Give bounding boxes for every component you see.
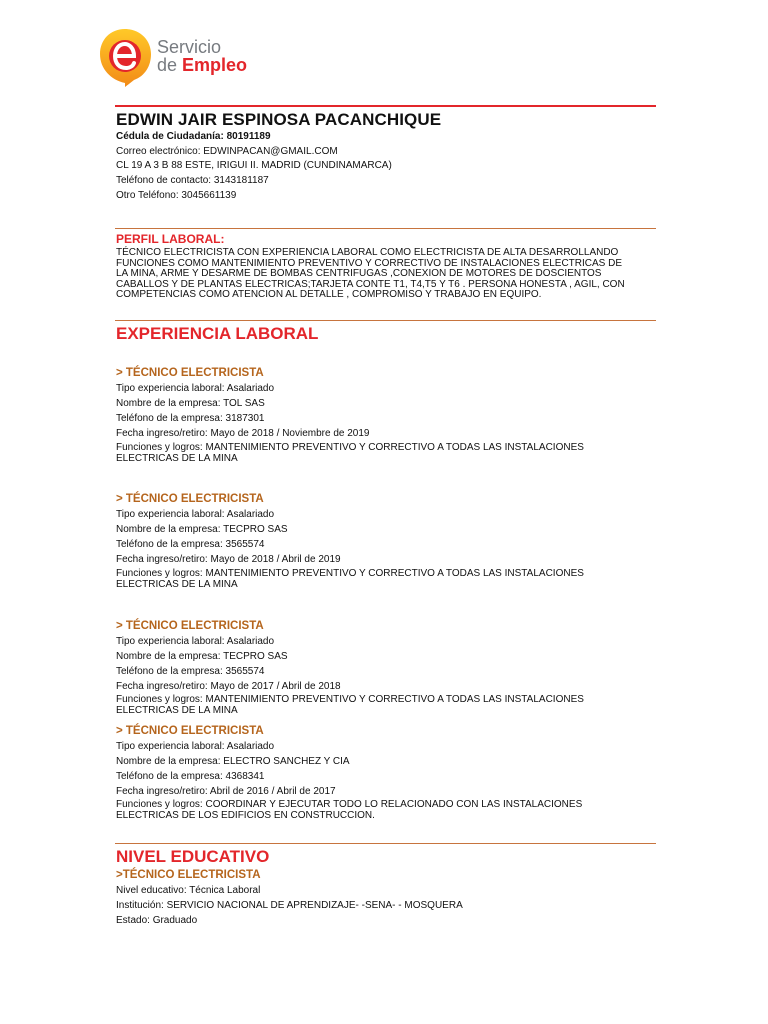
email-line: Correo electrónico: EDWINPACAN@GMAIL.COM: [116, 146, 338, 157]
other-phone-line: Otro Teléfono: 3045661139: [116, 190, 237, 201]
profile-line: LA MINA, ARME Y DESARME DE BOMBAS CENTRIFUGAS ,CONEXION DE MOTORES DE DOSCIENTOS: [116, 268, 602, 279]
education-level: Nivel educativo: Técnica Laboral: [116, 885, 261, 896]
job-dates: Fecha ingreso/retiro: Mayo de 2018 / Abril de 2019: [116, 554, 341, 565]
profile-line: COMPETENCIAS COMO ATENCION AL DETALLE , COMPROMISO Y TRABAJO EN EQUIPO.: [116, 289, 542, 300]
job-phone: Teléfono de la empresa: 3565574: [116, 539, 265, 550]
job-phone: Teléfono de la empresa: 3565574: [116, 666, 265, 677]
job-duties-line: Funciones y logros: COORDINAR Y EJECUTAR TODO LO RELACIONADO CON LAS INSTALACIONES: [116, 799, 583, 810]
logo-line-de-empleo: [157, 55, 247, 76]
experience-heading: EXPERIENCIA LABORAL: [116, 324, 319, 343]
profile-line: TÉCNICO ELECTRICISTA CON EXPERIENCIA LABORAL COMO ELECTRICISTA DE ALTA DESARROLLANDO: [116, 247, 619, 258]
job-duties-line: ELECTRICAS DE LA MINA: [116, 452, 238, 464]
education-divider: [115, 843, 656, 844]
header-divider: [115, 105, 656, 107]
education-institution: Institución: SERVICIO NACIONAL DE APRENDIZAJE- -SENA- - MOSQUERA: [116, 900, 463, 911]
job-dates: Fecha ingreso/retiro: Mayo de 2017 / Abril de 2018: [116, 681, 341, 692]
servicio-de-empleo-logo: [96, 25, 266, 87]
logo-e-icon: [96, 25, 154, 87]
candidate-name: EDWIN JAIR ESPINOSA PACANCHIQUE: [116, 110, 442, 129]
job-duties: [116, 443, 656, 464]
job-duties-line: Funciones y logros: MANTENIMIENTO PREVENTIVO Y CORRECTIVO A TODAS LAS INSTALACIONES: [116, 568, 584, 579]
profile-text: [116, 248, 656, 301]
logo-line-servicio: Servicio: [157, 37, 222, 57]
education-status: Estado: Graduado: [116, 915, 198, 926]
profile-heading: PERFIL LABORAL:: [116, 232, 225, 246]
job-duties: [116, 695, 656, 716]
job-company: Nombre de la empresa: TECPRO SAS: [116, 524, 288, 535]
job-title: > TÉCNICO ELECTRICISTA: [116, 493, 264, 505]
logo-de: de: [157, 55, 183, 75]
id-line: Cédula de Ciudadanía: 80191189: [116, 131, 271, 142]
address-line: CL 19 A 3 B 88 ESTE, IRIGUI II. MADRID (CUNDINAMARCA): [116, 160, 392, 171]
job-phone: Teléfono de la empresa: 4368341: [116, 771, 265, 782]
job-duties: [116, 800, 656, 821]
job-dates: Fecha ingreso/retiro: Mayo de 2018 / Noviembre de 2019: [116, 428, 370, 439]
logo-empleo: Empleo: [182, 55, 248, 75]
profile-line: FUNCIONES COMO MANTENIMIENTO PREVENTIVO Y CORRECTIVO DE INSTALACIONES ELECTRICAS DE: [116, 257, 623, 269]
job-company: Nombre de la empresa: ELECTRO SANCHEZ Y CIA: [116, 756, 350, 767]
job-title: > TÉCNICO ELECTRICISTA: [116, 725, 264, 737]
job-duties-line: Funciones y logros: MANTENIMIENTO PREVENTIVO Y CORRECTIVO A TODAS LAS INSTALACIONES: [116, 694, 584, 705]
experience-divider: [115, 320, 656, 321]
job-dates: Fecha ingreso/retiro: Abril de 2016 / Abril de 2017: [116, 786, 336, 797]
job-duties: [116, 569, 656, 590]
job-type: Tipo experiencia laboral: Asalariado: [116, 741, 275, 752]
profile-divider: [115, 228, 656, 229]
job-duties-line: ELECTRICAS DE LOS EDIFICIOS EN CONSTRUCCION.: [116, 809, 375, 821]
profile-line: CABALLOS Y DE PLANTAS ELECTRICAS;TARJETA CONTE T1, T4,T5 Y T6 . PERSONA HONESTA , AGIL, CON: [116, 278, 625, 290]
phone-line: Teléfono de contacto: 3143181187: [116, 175, 269, 186]
job-duties-line: ELECTRICAS DE LA MINA: [116, 704, 238, 716]
job-company: Nombre de la empresa: TECPRO SAS: [116, 651, 288, 662]
job-type: Tipo experiencia laboral: Asalariado: [116, 509, 275, 520]
job-duties-line: Funciones y logros: MANTENIMIENTO PREVENTIVO Y CORRECTIVO A TODAS LAS INSTALACIONES: [116, 442, 584, 453]
job-duties-line: ELECTRICAS DE LA MINA: [116, 578, 238, 590]
education-heading: NIVEL EDUCATIVO: [116, 847, 270, 866]
job-title: > TÉCNICO ELECTRICISTA: [116, 367, 264, 379]
job-type: Tipo experiencia laboral: Asalariado: [116, 383, 275, 394]
job-company: Nombre de la empresa: TOL SAS: [116, 398, 265, 409]
job-phone: Teléfono de la empresa: 3187301: [116, 413, 265, 424]
education-title: >TÉCNICO ELECTRICISTA: [116, 869, 261, 881]
job-type: Tipo experiencia laboral: Asalariado: [116, 636, 275, 647]
job-title: > TÉCNICO ELECTRICISTA: [116, 620, 264, 632]
